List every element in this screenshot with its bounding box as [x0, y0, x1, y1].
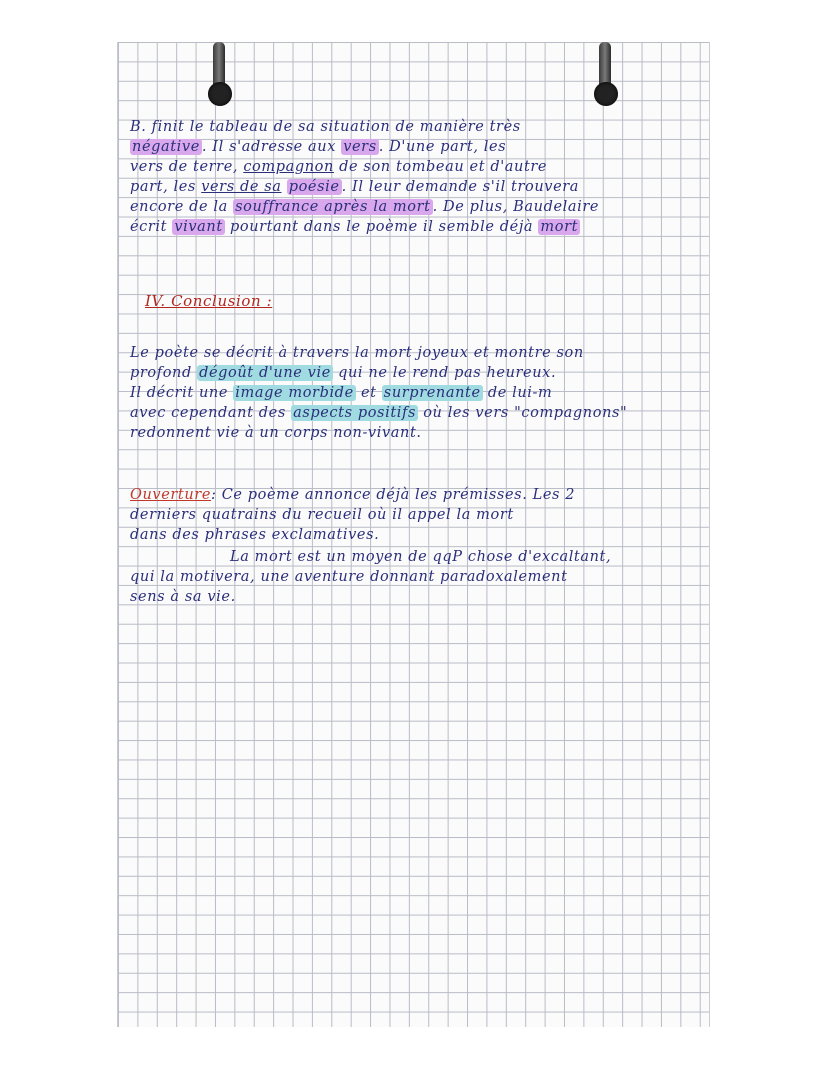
para3-line4: La mort est un moyen de qqP chose d'excaltant,	[230, 549, 612, 565]
para3-line1: Ouverture: Ce poème annonce déjà les prémisses. Les 2	[130, 487, 576, 503]
para3-line5: qui la motivera, une aventure donnant paradoxalement	[130, 569, 568, 585]
binder-ring-left	[208, 42, 232, 112]
binder-ring-right	[594, 42, 618, 112]
para1-line6: écrit vivant pourtant dans le poème il semble déjà mort	[130, 219, 579, 235]
para1-line5: encore de la souffrance après la mort . De plus, Baudelaire	[130, 199, 600, 215]
para3-line3: dans des phrases exclamatives.	[130, 527, 380, 543]
para1-line2: négative . Il s'adresse aux vers . D'une part, les	[132, 139, 507, 155]
para2-line3: Il décrit une image morbide et surprenante de lui-m	[130, 385, 553, 401]
conclusion-heading: IV. Conclusion :	[145, 292, 273, 310]
para1-line1: B. finit le tableau de sa situation de manière très	[130, 119, 521, 135]
para1-line4: part, les vers de sa poésie . Il leur demande s'il trouvera	[130, 179, 580, 195]
para1-line3: vers de terre, compagnon de son tombeau et d'autre	[130, 159, 548, 175]
para2-line2: profond dégoût d'une vie qui ne le rend pas heureux.	[130, 365, 557, 381]
para2-line4: avec cependant des aspects positifs où les vers "compagnons"	[130, 405, 628, 421]
ouverture-label: Ouverture	[130, 487, 212, 503]
para3-line2: derniers quatrains du recueil où il appel la mort	[130, 507, 514, 523]
para2-line5: redonnent vie à un corps non-vivant.	[130, 425, 422, 441]
para2-line1: Le poète se décrit à travers la mort joyeux et montre son	[130, 345, 584, 361]
para3-line6: sens à sa vie.	[130, 589, 236, 605]
